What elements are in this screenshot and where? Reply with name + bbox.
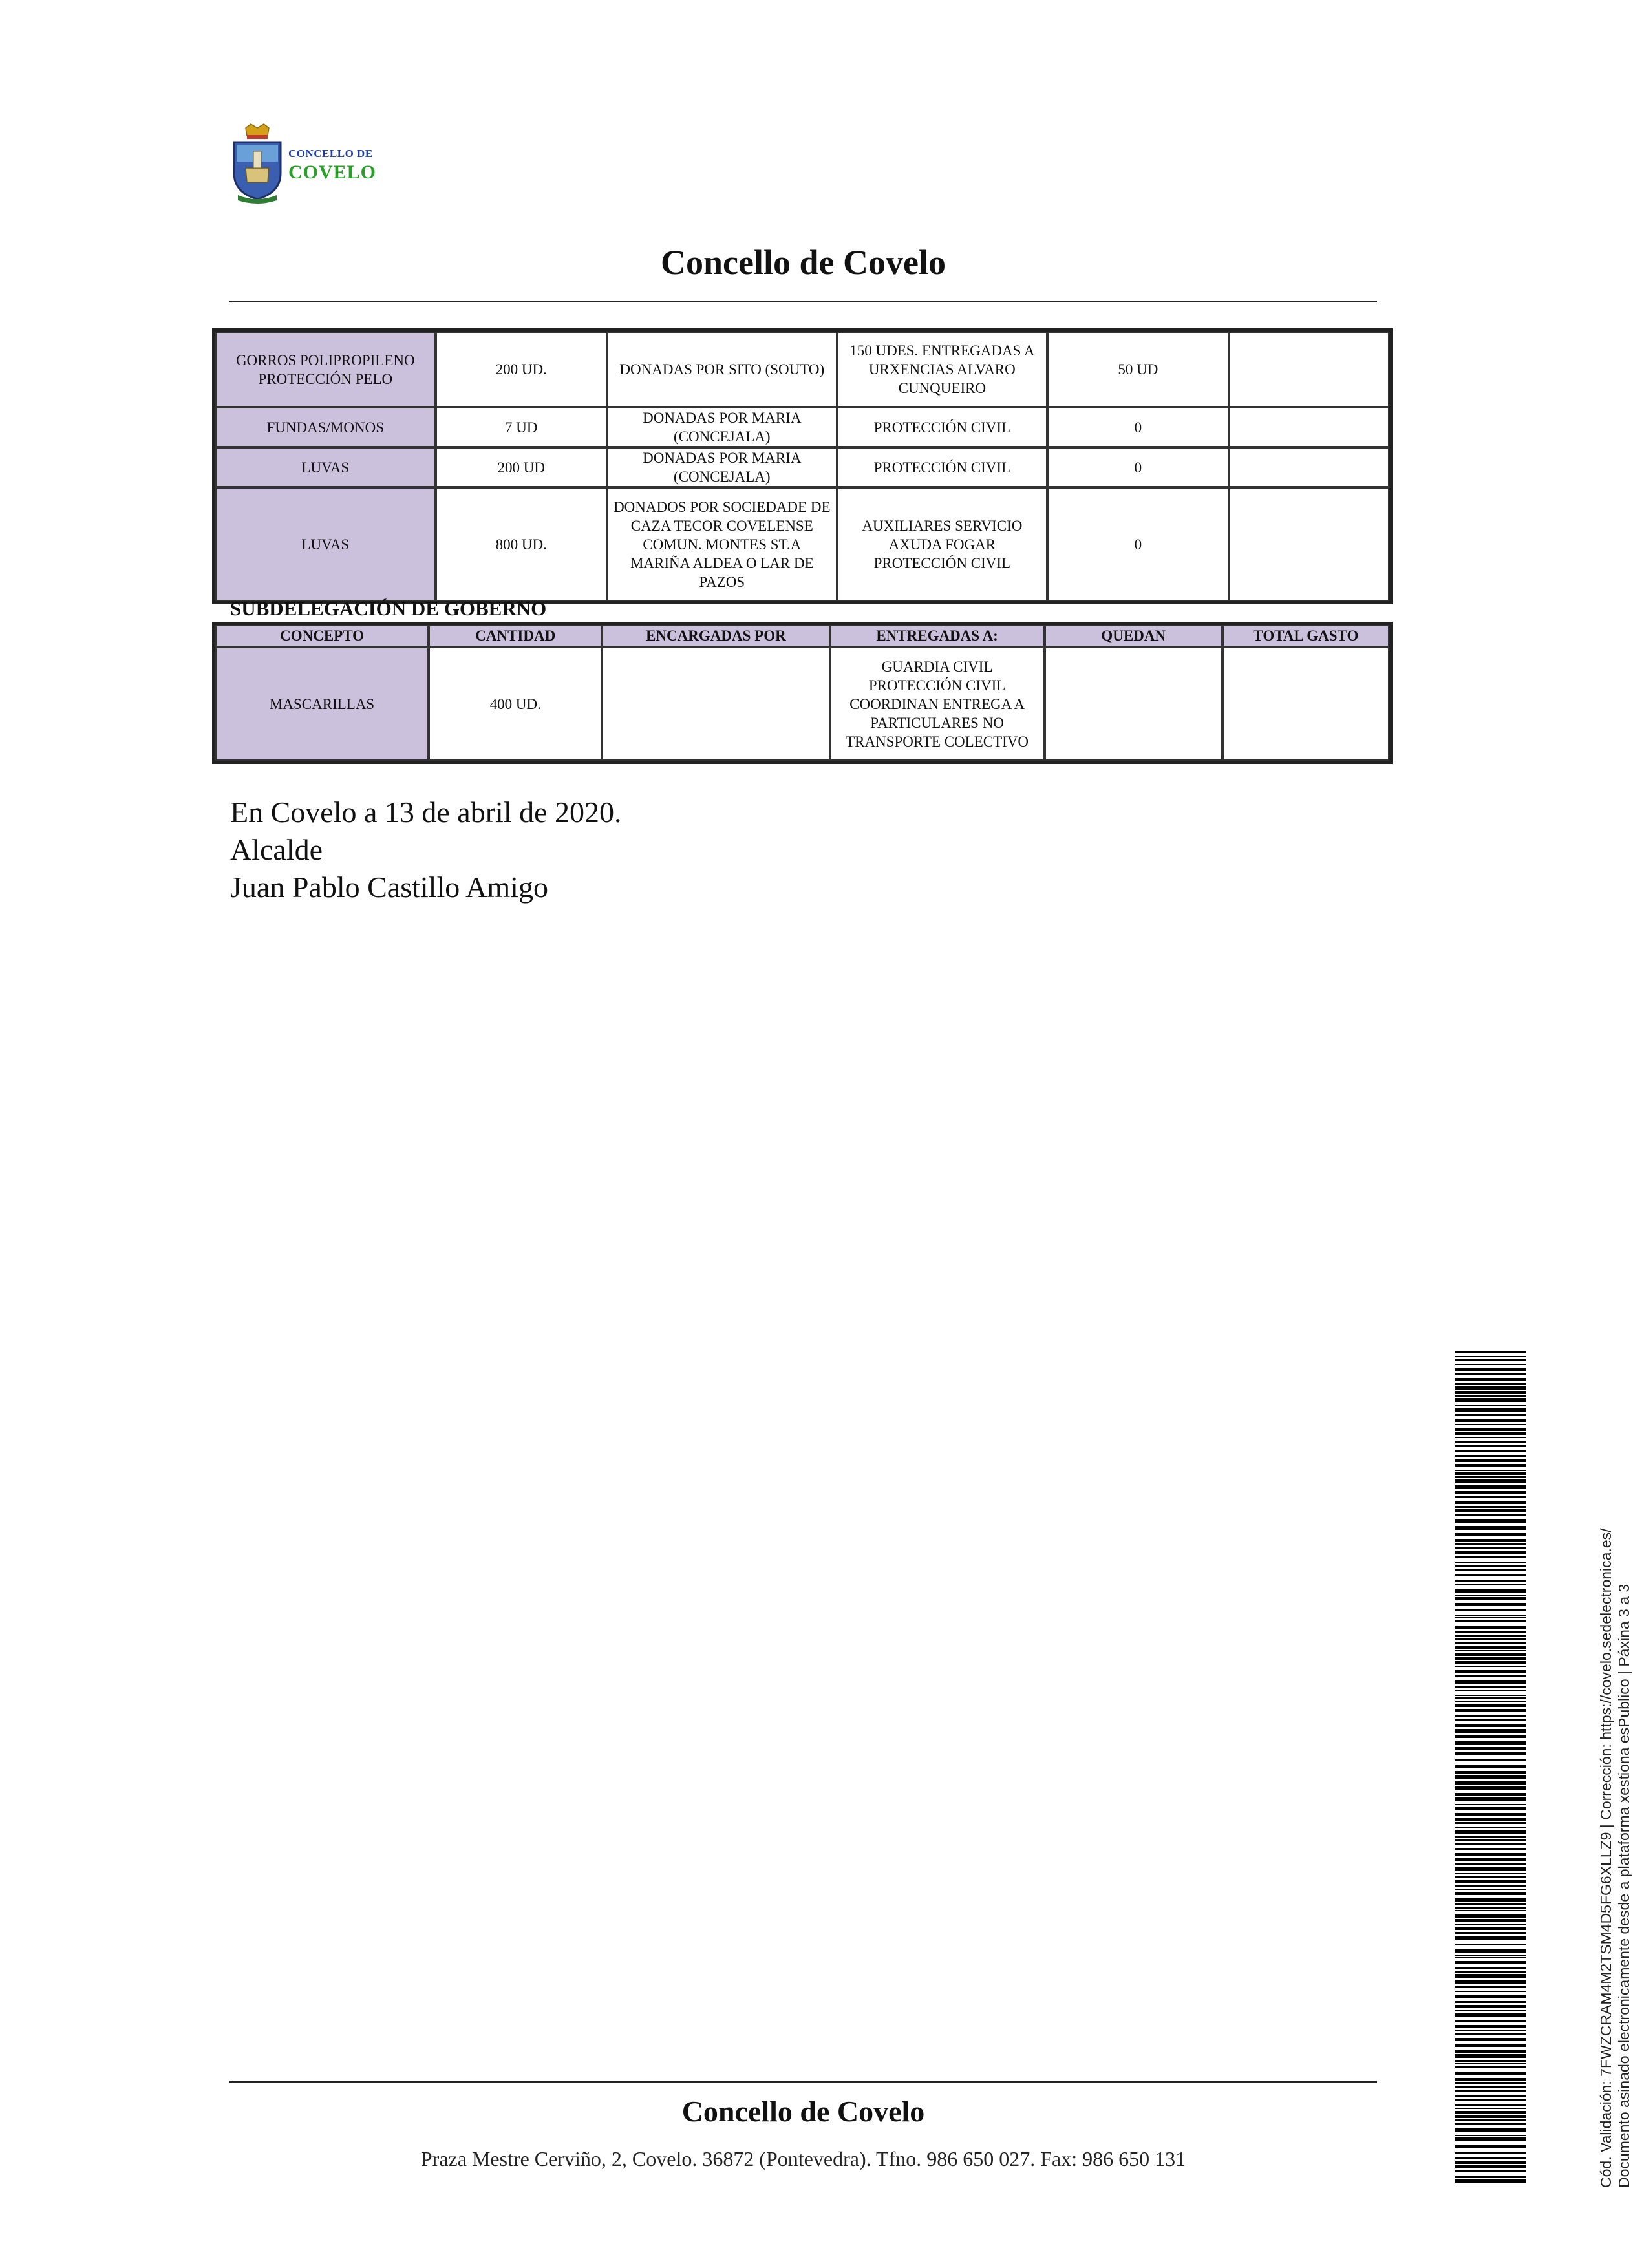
entregadas-cell: PROTECCIÓN CIVIL: [837, 407, 1048, 447]
encargadas-cell: [602, 647, 829, 761]
total-gasto-cell: [1222, 647, 1389, 761]
encargadas-cell: DONADAS POR SITO (SOUTO): [607, 332, 837, 407]
footer-title: Concello de Covelo: [681, 2095, 925, 2128]
header-divider: [229, 301, 1377, 302]
donations-table: [212, 328, 1393, 604]
column-header: CONCEPTO: [215, 625, 429, 647]
cantidad-cell: 400 UD.: [429, 647, 602, 761]
encargadas-cell: DONADAS POR MARIA (CONCEJALA): [607, 447, 837, 487]
page-header-title: Concello de Covelo: [661, 243, 946, 282]
entregadas-cell: GUARDIA CIVIL PROTECCIÓN CIVIL COORDINAN ENTREGA A PARTICULARES NO TRANSPORTE COLECTIVO: [830, 647, 1045, 761]
total-gasto-cell: [1229, 407, 1389, 447]
column-header: CANTIDAD: [429, 625, 602, 647]
cantidad-cell: 200 UD: [436, 447, 607, 487]
encargadas-cell: DONADAS POR MARIA (CONCEJALA): [607, 407, 837, 447]
table-row: [215, 487, 1389, 601]
entregadas-cell: AUXILIARES SERVICIO AXUDA FOGAR PROTECCIÓN CIVIL: [837, 487, 1048, 601]
entregadas-cell: 150 UDES. ENTREGADAS A URXENCIAS ALVARO CUNQUEIRO: [837, 332, 1048, 407]
barcode-icon: [1455, 1351, 1526, 2185]
cantidad-cell: 7 UD: [436, 407, 607, 447]
validation-line-2: Documento asinado electronicamente desde a plataforma xestiona esPublico | Páxina 3 a 3: [1616, 1584, 1632, 2188]
concepto-cell: LUVAS: [215, 487, 436, 601]
column-header: QUEDAN: [1045, 625, 1222, 647]
concepto-cell: FUNDAS/MONOS: [215, 407, 436, 447]
total-gasto-cell: [1229, 332, 1389, 407]
table-row: [215, 647, 1389, 761]
entregadas-cell: PROTECCIÓN CIVIL: [837, 447, 1048, 487]
quedan-cell: 0: [1047, 487, 1228, 601]
encargadas-cell: DONADOS POR SOCIEDADE DE CAZA TECOR COVELENSE COMUN. MONTES ST.A MARIÑA ALDEA O LAR DE PAZOS: [607, 487, 837, 601]
signer-role: Alcalde: [230, 833, 323, 866]
cantidad-cell: 800 UD.: [436, 487, 607, 601]
subdelegacion-table: [212, 622, 1393, 764]
coat-of-arms-icon: [231, 123, 283, 204]
quedan-cell: 0: [1047, 407, 1228, 447]
concepto-cell: GORROS POLIPROPILENO PROTECCIÓN PELO: [215, 332, 436, 407]
quedan-cell: 50 UD: [1047, 332, 1228, 407]
logo-text-line1: CONCELLO DE: [288, 147, 373, 160]
total-gasto-cell: [1229, 487, 1389, 601]
column-header: ENTREGADAS A:: [830, 625, 1045, 647]
concepto-cell: MASCARILLAS: [215, 647, 429, 761]
validation-text: [1597, 1528, 1633, 2188]
place-date-text: En Covelo a 13 de abril de 2020.: [230, 796, 622, 829]
footer-address: Praza Mestre Cerviño, 2, Covelo. 36872 (Pontevedra). Tfno. 986 650 027. Fax: 986 650 131: [420, 2147, 1186, 2170]
table-row: [215, 332, 1389, 407]
column-header: TOTAL GASTO: [1222, 625, 1389, 647]
quedan-cell: [1045, 647, 1222, 761]
footer-divider: [229, 2081, 1377, 2083]
logo-text-line2: COVELO: [288, 162, 377, 183]
table-row: [215, 447, 1389, 487]
validation-line-1: Cód. Validación: 7FWZCRAM4M2TSM4D5FG6XLLZ9 | Corrección: https://covelo.sedelectronica.es/: [1597, 1528, 1614, 2188]
signer-name: Juan Pablo Castillo Amigo: [230, 871, 548, 904]
section-label-subdelegacion: SUBDELEGACIÓN DE GOBERNO: [230, 597, 547, 620]
quedan-cell: 0: [1047, 447, 1228, 487]
logo: [231, 116, 387, 210]
column-header: ENCARGADAS POR: [602, 625, 829, 647]
cantidad-cell: 200 UD.: [436, 332, 607, 407]
table-row: [215, 407, 1389, 447]
table-header-row: [215, 625, 1389, 647]
concepto-cell: LUVAS: [215, 447, 436, 487]
total-gasto-cell: [1229, 447, 1389, 487]
